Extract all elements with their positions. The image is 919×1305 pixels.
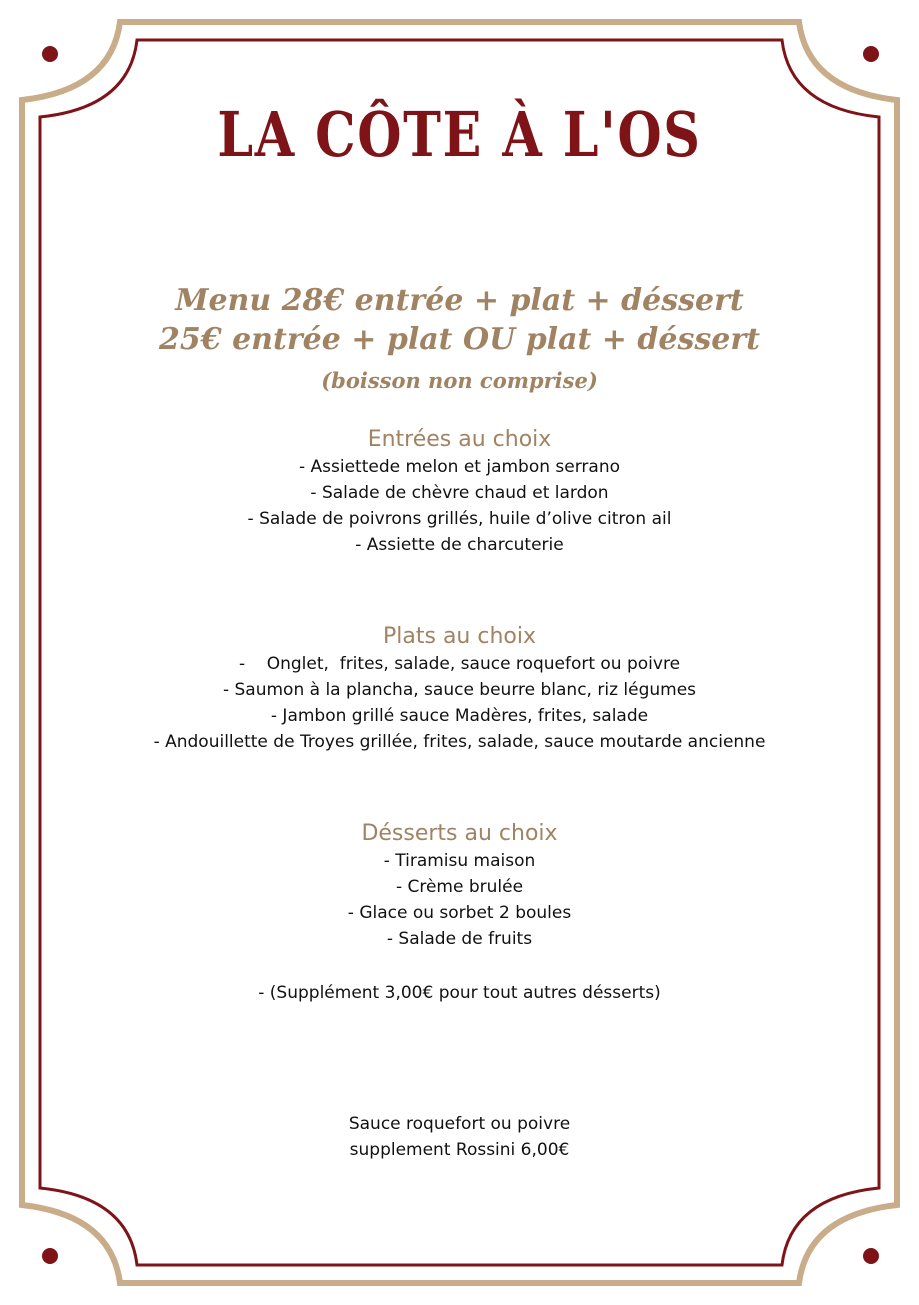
plat-item: - Onglet, frites, salade, sauce roquefort ou poivre — [238, 654, 681, 674]
restaurant-title: LA CÔTE À L'OS — [217, 98, 702, 171]
menu-price-line-1: Menu 28€ entrée + plat + déssert — [175, 283, 744, 318]
plats-section — [0, 623, 919, 755]
menu-drinks-note: (boisson non comprise) — [321, 368, 598, 393]
entrees-title: Entrées au choix — [367, 427, 552, 452]
corner-dot-bottom-right — [863, 1248, 879, 1264]
entrees-section — [0, 426, 919, 558]
dessert-item: - Crème brulée — [395, 877, 524, 897]
menu-price-line-2: 25€ entrée + plat OU plat + déssert — [159, 322, 760, 357]
corner-dot-bottom-left — [42, 1248, 58, 1264]
plats-title: Plats au choix — [383, 624, 536, 649]
corner-dot-top-right — [863, 46, 879, 62]
entree-item: - Salade de chèvre chaud et lardon — [310, 483, 609, 503]
sauce-line-1: Sauce roquefort ou poivre — [348, 1114, 571, 1134]
plat-item: - Jambon grillé sauce Madères, frites, salade — [270, 706, 649, 726]
corner-dot-top-left — [42, 46, 58, 62]
plat-item: - Saumon à la plancha, sauce beurre blanc, riz légumes — [222, 680, 697, 700]
dessert-supplement — [0, 980, 919, 1006]
dessert-supplement-text: - (Supplément 3,00€ pour tout autres désserts) — [258, 983, 661, 1003]
dessert-item: - Tiramisu maison — [383, 851, 536, 871]
entree-item: - Assiette de charcuterie — [355, 535, 564, 555]
sauce-line-2: supplement Rossini 6,00€ — [349, 1140, 570, 1160]
entree-item: - Salade de poivrons grillés, huile d’olive citron ail — [247, 509, 672, 529]
dessert-item: - Glace ou sorbet 2 boules — [347, 903, 572, 923]
sauce-note — [0, 1111, 919, 1163]
plat-item: - Andouillette de Troyes grillée, frites, salade, sauce moutarde ancienne — [153, 732, 766, 752]
desserts-section — [0, 820, 919, 952]
entree-item: - Assiettede melon et jambon serrano — [298, 457, 621, 477]
desserts-title: Désserts au choix — [361, 821, 558, 846]
dessert-item: - Salade de fruits — [386, 929, 533, 949]
